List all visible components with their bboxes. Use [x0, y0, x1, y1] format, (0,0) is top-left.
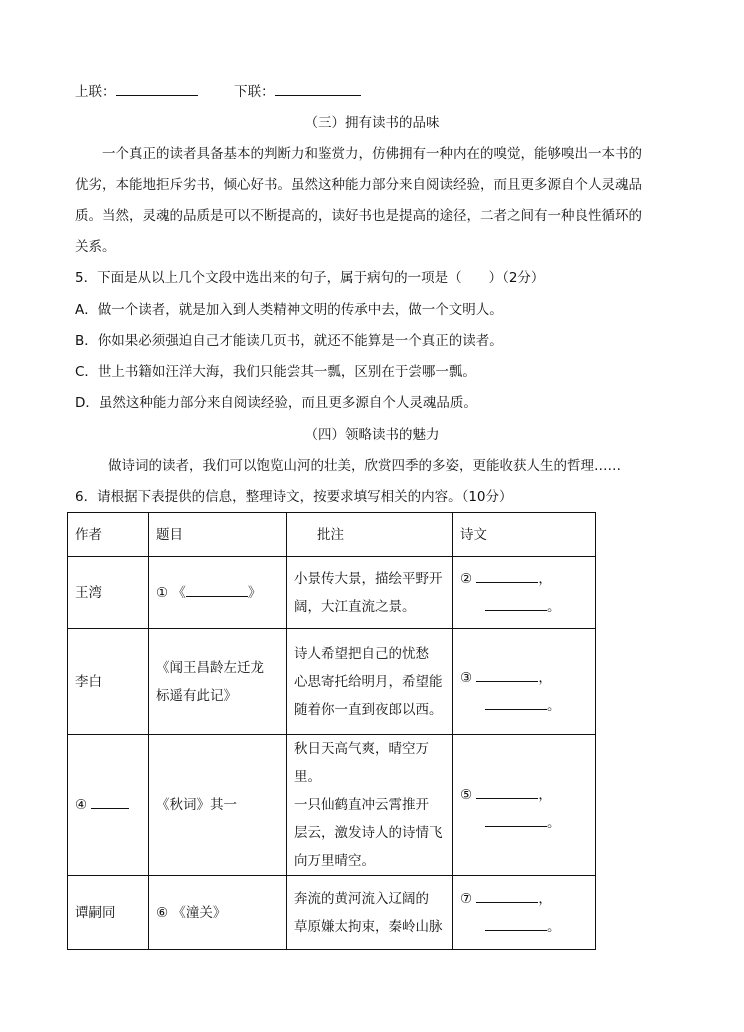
row1-title-blank[interactable] [186, 582, 248, 597]
header-poem: 诗文 [453, 513, 596, 557]
row3-note-line-1: 秋日天高气爽，晴空万里。 [294, 741, 429, 785]
question5-stem: 5．下面是从以上几个文段中选出来的句子，属于病句的一项是（ ）（2分） [75, 270, 545, 286]
row3-poem-blank-2[interactable] [485, 812, 547, 827]
section3-para-line-1: 一个真正的读者具备基本的判断力和鉴赏力，仿佛拥有一种内在的嗅觉，能够嗅出一本书的 [102, 146, 642, 162]
section4-intro: 做诗词的读者，我们可以饱览山河的壮美，欣赏四季的多姿，更能收获人生的哲理…… [108, 458, 621, 474]
header-title: 题目 [149, 513, 287, 557]
row2-title-cell [149, 629, 287, 735]
section3-title: （三）拥有读书的品味 [304, 115, 440, 131]
row3-author-cell [68, 735, 149, 876]
row4-poem-blank-2[interactable] [485, 916, 547, 931]
couplet-line [75, 81, 361, 102]
row2-author: 李白 [68, 629, 149, 735]
row3-poem-blank-1[interactable] [476, 784, 538, 799]
row1-poem-blank-1[interactable] [476, 568, 538, 583]
row1-poem-blank-2[interactable] [485, 596, 547, 611]
row4-poem-blank-1[interactable] [476, 888, 538, 903]
row1-title-pre: 《 [172, 584, 186, 601]
row2-note-line-2: 心思寄托给明月，希望能 [294, 673, 443, 690]
upper-couplet-label: 上联： [75, 84, 116, 100]
row3-note-cell [287, 735, 453, 876]
question5-option-d[interactable]: D．虽然这种能力部分来自阅读经验，而且更多源自个人灵魂品质。 [75, 395, 477, 411]
table-row [68, 735, 596, 876]
row2-poem-blank-1[interactable] [476, 667, 538, 682]
row1-title-post: 》 [247, 584, 262, 601]
row4-note-cell [287, 876, 453, 950]
row3-title: 《秋词》其一 [149, 735, 287, 876]
row3-poem-mark: ⑤ [460, 787, 473, 803]
section4-title: （四）领略读书的魅力 [304, 427, 440, 443]
row1-poem-mark: ② [460, 570, 473, 587]
row2-title-line-2: 标遥有此记》 [156, 687, 237, 704]
section3-para-line-3: 质。当然，灵魂的品质是可以不断提高的，读好书也是提高的途径，二者之间有一种良性循环的 [75, 208, 642, 224]
row2-title-line-1: 《闻王昌龄左迁龙 [156, 659, 264, 676]
row3-poem-comma: ， [538, 787, 552, 803]
row4-title: 《潼关》 [172, 904, 227, 921]
table-row [68, 557, 596, 629]
question5-option-c[interactable]: C．世上书籍如汪洋大海，我们只能尝其一瓢，区别在于尝哪一瓢。 [75, 364, 476, 380]
row3-note-line-4: 向万里晴空。 [294, 853, 375, 869]
row3-author-blank[interactable] [91, 794, 129, 809]
row4-poem-period: 。 [547, 918, 561, 935]
row4-title-cell [149, 876, 287, 950]
question5-option-b[interactable]: B．你如果必须强迫自己才能读几页书，就还不能算是一个真正的读者。 [75, 333, 503, 349]
row1-note-line-2: 阔，大江直流之景。 [294, 598, 416, 615]
question6-stem: 6．请根据下表提供的信息，整理诗文，按要求填写相关的内容。（10分） [75, 489, 513, 505]
section3-para-line-2: 优劣，本能地拒斥劣书，倾心好书。虽然这种能力部分来自阅读经验，而且更多源自个人灵魂品 [75, 177, 642, 193]
row4-note-line-2: 草原嫌太拘束，秦岭山脉 [294, 918, 443, 935]
row4-poem-mark: ⑦ [460, 890, 473, 907]
row4-poem-cell [453, 876, 596, 950]
row1-poem-comma: ， [538, 570, 552, 587]
row3-note-line-2: 一只仙鹤直冲云霄推开 [294, 797, 429, 813]
table-row [68, 876, 596, 950]
row1-poem-period: 。 [547, 598, 561, 615]
row4-author: 谭嗣同 [68, 876, 149, 950]
lower-couplet-blank[interactable] [275, 81, 361, 96]
row1-author: 王湾 [68, 557, 149, 629]
row1-poem-cell [453, 557, 596, 629]
row3-author-mark: ④ [75, 797, 88, 813]
row1-note-line-1: 小景传大景，描绘平野开 [294, 570, 443, 587]
row1-title-mark: ① [156, 584, 169, 601]
upper-couplet-blank[interactable] [116, 81, 198, 96]
row3-note-line-3: 层云，激发诗人的诗情飞 [294, 825, 443, 841]
row4-note-line-1: 奔流的黄河流入辽阔的 [294, 890, 429, 907]
poem-table [67, 512, 596, 950]
row2-poem-cell [453, 629, 596, 735]
header-note: 批注 [287, 513, 453, 557]
row1-title-cell [149, 557, 287, 629]
question5-option-a[interactable]: A．做一个读者，就是加入到人类精神文明的传承中去，做一个文明人。 [75, 302, 503, 318]
row4-title-mark: ⑥ [156, 904, 169, 921]
row2-note-cell [287, 629, 453, 735]
row1-note-cell [287, 557, 453, 629]
table-row [68, 629, 596, 735]
row2-note-line-3: 随着你一直到夜郎以西。 [294, 701, 443, 718]
header-author: 作者 [68, 513, 149, 557]
row2-poem-mark: ③ [460, 669, 473, 686]
row3-poem-cell [453, 735, 596, 876]
lower-couplet-label: 下联： [234, 84, 275, 100]
row2-poem-blank-2[interactable] [485, 695, 547, 710]
row3-poem-period: 。 [547, 815, 561, 831]
row2-poem-comma: ， [538, 669, 552, 686]
section3-para-line-4: 关系。 [75, 239, 116, 255]
row2-poem-period: 。 [547, 697, 561, 714]
row2-note-line-1: 诗人希望把自己的忧愁 [294, 645, 429, 662]
row4-poem-comma: ， [538, 890, 552, 907]
table-header-row [68, 513, 596, 557]
